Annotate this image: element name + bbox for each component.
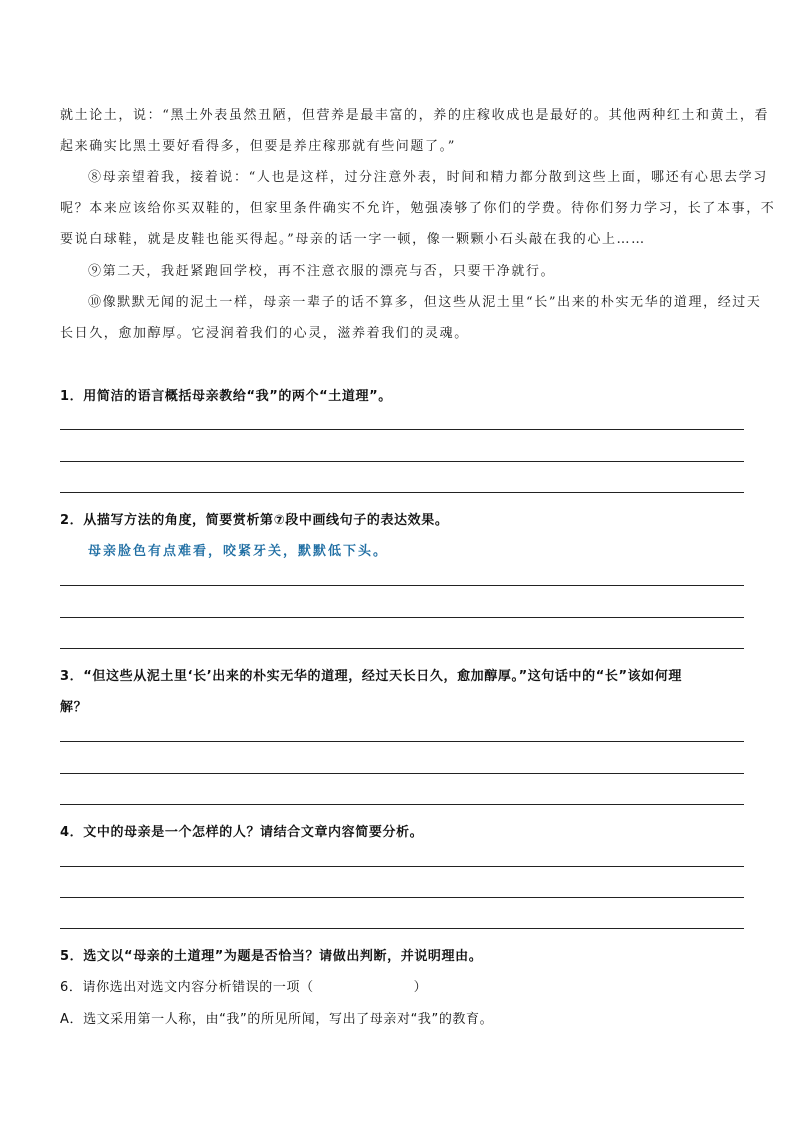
question-6-stem: 6．请你选出对选文内容分析错误的一项（ xyxy=(60,980,314,995)
question-1: 1．用简洁的语言概括母亲教给“我”的两个“土道理”。 xyxy=(60,389,392,404)
answer-line[interactable] xyxy=(60,897,744,898)
question-6-close: ） xyxy=(413,980,428,995)
question-3: 3．“但这些从泥土里‘长’出来的朴实无华的道理，经过天长日久，愈加醇厚。”这句话中的“长”该如何理 xyxy=(60,669,682,684)
passage-line: 要说白球鞋，就是皮鞋也能买得起。”母亲的话一字一顿，像一颗颗小石头敲在我的心上…… xyxy=(60,232,646,247)
answer-line[interactable] xyxy=(60,866,744,867)
question-4: 4．文中的母亲是一个怎样的人？请结合文章内容简要分析。 xyxy=(60,825,424,840)
answer-line[interactable] xyxy=(60,585,744,586)
answer-line[interactable] xyxy=(60,617,744,618)
answer-line[interactable] xyxy=(60,773,744,774)
answer-line[interactable] xyxy=(60,492,744,493)
answer-line[interactable] xyxy=(60,928,744,929)
underlined-sentence-quote: 母亲脸色有点难看，咬紧牙关，默默低下头。 xyxy=(88,544,389,559)
passage-line: 呢？本来应该给你买双鞋的，但家里条件确实不允许，勉强凑够了你们的学费。待你们努力学习，长了本事，不 xyxy=(60,201,776,216)
answer-line[interactable] xyxy=(60,648,744,649)
answer-line[interactable] xyxy=(60,741,744,742)
answer-line[interactable] xyxy=(60,461,744,462)
passage-line: 起来确实比黑土要好看得多，但要是养庄稼那就有些问题了。” xyxy=(60,139,456,154)
question-3-continued: 解？ xyxy=(60,700,88,715)
passage-paragraph-9: ⑨第二天，我赶紧跑回学校，再不注意衣服的漂亮与否，只要干净就行。 xyxy=(88,264,556,279)
passage-line: 就土论土，说：“黑土外表虽然丑陋，但营养是最丰富的，养的庄稼收成也是最好的。其他两种红土和黄土，看 xyxy=(60,108,770,123)
question-6 xyxy=(60,976,427,995)
answer-line[interactable] xyxy=(60,429,744,430)
passage-paragraph-10: ⑩像默默无闻的泥土一样，母亲一辈子的话不算多，但这些从泥土里“长”出来的朴实无华的道理，经过天 xyxy=(88,295,762,310)
passage-line: 长日久，愈加醇厚。它浸润着我们的心灵，滋养着我们的灵魂。 xyxy=(60,326,469,341)
answer-line[interactable] xyxy=(60,804,744,805)
question-2: 2．从描写方法的角度，简要赏析第⑦段中画线句子的表达效果。 xyxy=(60,513,449,528)
question-6-option-a: A．选文采用第一人称，由“我”的所见所闻，写出了母亲对“我”的教育。 xyxy=(60,1012,494,1027)
question-5: 5．选文以“母亲的土道理”为题是否恰当？请做出判断，并说明理由。 xyxy=(60,949,483,964)
passage-paragraph-8: ⑧母亲望着我，接着说：“人也是这样，过分注意外表，时间和精力都分散到这些上面，哪还有心思去学习 xyxy=(88,170,768,185)
